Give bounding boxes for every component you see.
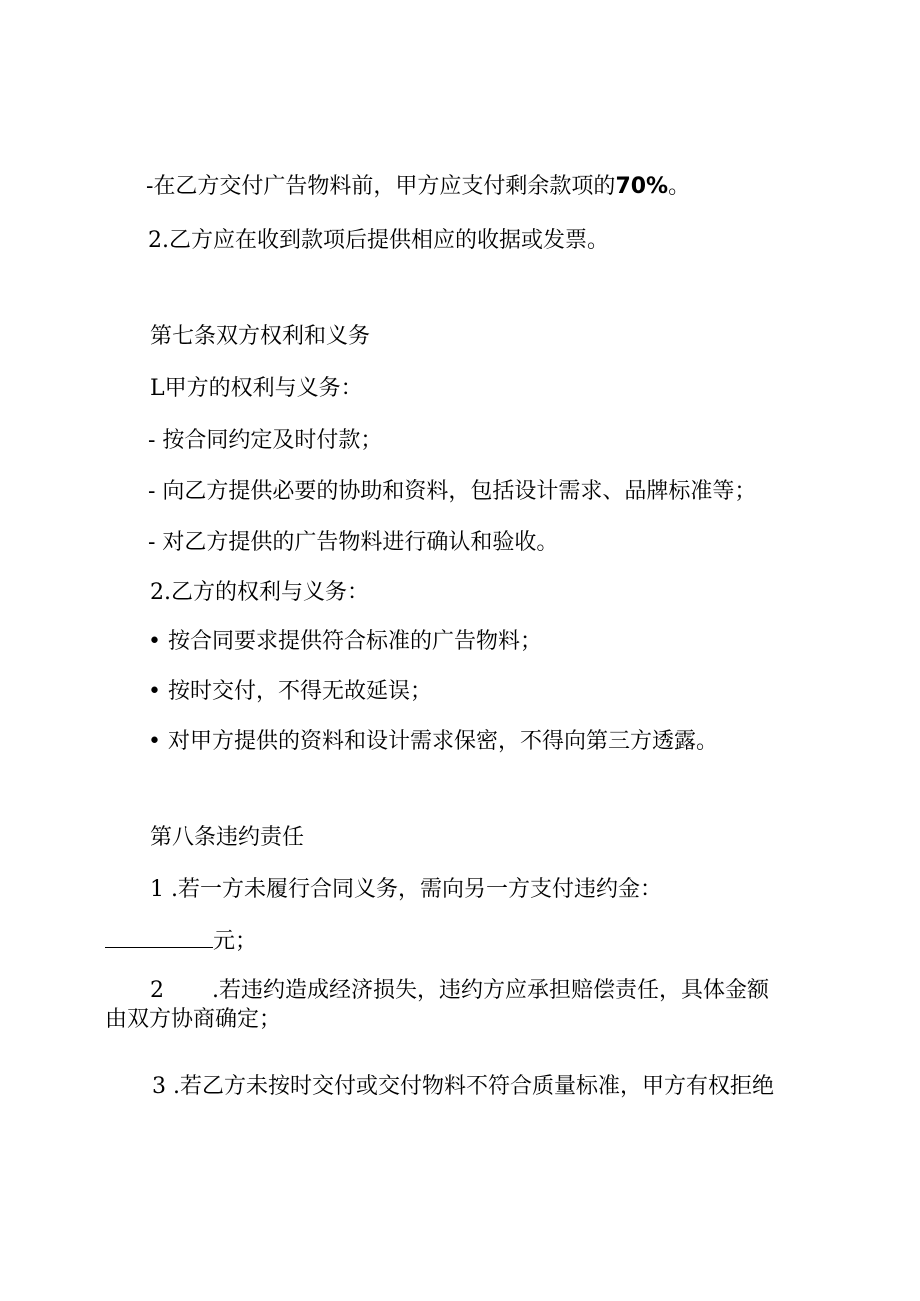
- party-a-item: - 对乙方提供的广告物料进行确认和验收。: [148, 530, 559, 555]
- payment-line-1: [146, 172, 690, 202]
- party-a-item: - 向乙方提供必要的协助和资料，包括设计需求、品牌标准等；: [148, 479, 757, 504]
- article-8-item-3: 3 .若乙方未按时交付或交付物料不符合质量标准，甲方有权拒绝: [152, 1074, 774, 1099]
- party-b-item: • 按时交付，不得无故延误；: [148, 679, 432, 704]
- payment-line-1-prefix: -在乙方交付广告物料前，甲方应支付剩余款项的: [146, 174, 616, 199]
- article-8-title: 第八条违约责任: [150, 825, 305, 850]
- party-a-heading: L甲方的权利与义务：: [150, 376, 363, 401]
- article-8-item-2-line-2: 由双方协商确定；: [105, 1007, 282, 1032]
- party-b-item: • 按合同要求提供符合标准的广告物料；: [148, 629, 542, 654]
- party-a-item: - 按合同约定及时付款；: [148, 428, 383, 453]
- penalty-amount-unit: 元；: [213, 929, 258, 954]
- payment-line-2: 2.乙方应在收到款项后提供相应的收据或发票。: [148, 228, 609, 253]
- article-8-item-2-number: 2: [150, 978, 164, 1003]
- penalty-amount-blank: [105, 925, 213, 948]
- article-7-title: 第七条双方权利和义务: [150, 324, 371, 349]
- payment-percent: 70%: [615, 174, 669, 199]
- penalty-amount-line: [105, 925, 257, 957]
- payment-line-1-suffix: 。: [668, 174, 691, 199]
- article-8-item-1: 1 .若一方未履行合同义务，需向另一方支付违约金：: [150, 877, 662, 902]
- party-b-item: • 对甲方提供的资料和设计需求保密，不得向第三方透露。: [148, 729, 718, 754]
- article-8-item-2-line-1: .若违约造成经济损失，违约方应承担赔偿责任，具体金额: [212, 978, 769, 1003]
- party-b-heading: 2.乙方的权利与义务：: [150, 580, 369, 605]
